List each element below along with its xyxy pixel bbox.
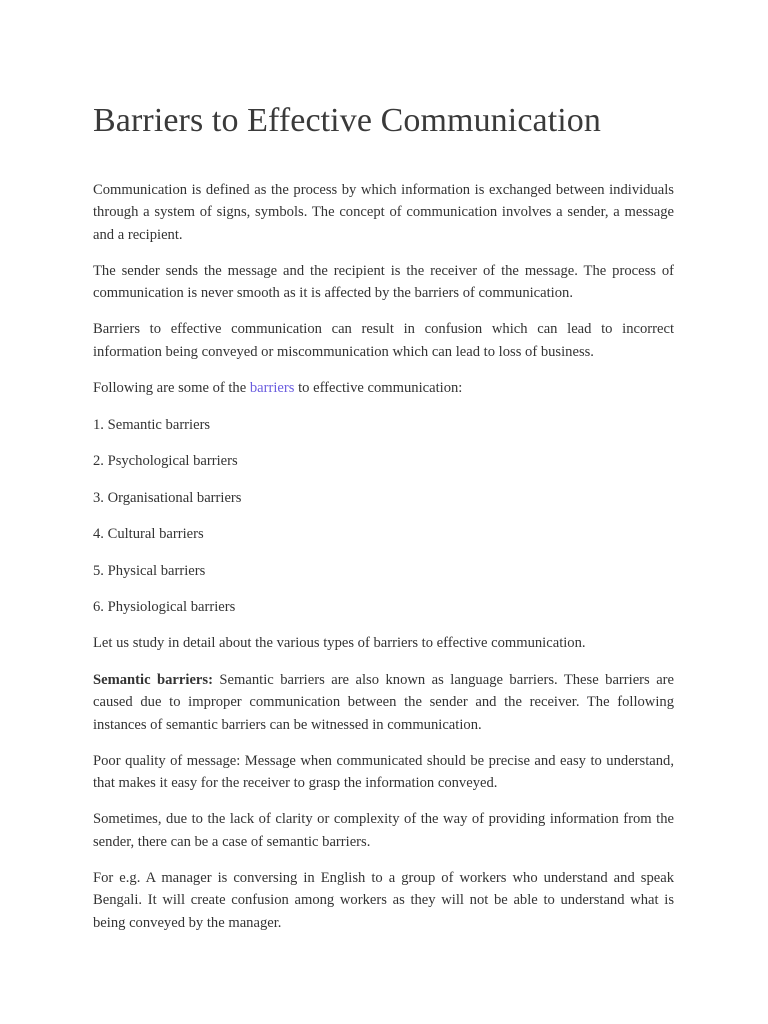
page-title: Barriers to Effective Communication xyxy=(93,102,602,139)
list-item: 2. Psychological barriers xyxy=(93,453,238,470)
intro-paragraph: Barriers to effective communication can result in confusion which can lead to incorrect information being conveyed or miscommunication which can lead to loss of business. xyxy=(93,321,674,360)
intro-paragraph: Communication is defined as the process by which information is exchanged between individuals through a system of signs, symbols. The concept of communication involves a sender, a message and a recipient. xyxy=(93,182,674,243)
list-item: 5. Physical barriers xyxy=(93,562,206,579)
list-item: 4. Cultural barriers xyxy=(93,526,204,543)
following-paragraph xyxy=(93,377,674,399)
study-intro-paragraph: Let us study in detail about the various types of barriers to effective communication. xyxy=(93,635,586,652)
semantic-barriers-paragraph xyxy=(93,669,674,736)
list-item: 1. Semantic barriers xyxy=(93,416,211,433)
semantic-barriers-label: Semantic barriers: xyxy=(93,671,213,688)
intro-paragraph: The sender sends the message and the recipient is the receiver of the message. The process of communication is never smooth as it is affected by the barriers of communication. xyxy=(93,262,674,302)
sometimes-paragraph: Sometimes, due to the lack of clarity or complexity of the way of providing information from the sender, there can be a case of semantic barriers. xyxy=(93,811,674,850)
example-paragraph: For e.g. A manager is conversing in English to a group of workers who understand and speak Bengali. It will create confusion among workers as they will not be able to understand what is being conveyed by the manager. xyxy=(93,870,674,931)
barriers-link[interactable]: barriers xyxy=(249,380,295,397)
list-item: 6. Physiological barriers xyxy=(93,598,236,615)
list-item: 3. Organisational barriers xyxy=(93,489,242,506)
following-prefix: Following are some of the xyxy=(93,380,250,397)
document-body xyxy=(93,179,674,934)
semantic-barriers-text: Semantic barriers are also known as language barriers. These barriers are caused due to improper communication between the sender and the receiver. The following instances of semantic barriers can be witnessed in communication. xyxy=(93,671,675,733)
following-suffix: to effective communication: xyxy=(294,380,463,397)
poor-quality-paragraph: Poor quality of message: Message when communicated should be precise and easy to understand, that makes it easy for the receiver to grasp the information conveyed. xyxy=(93,752,674,792)
